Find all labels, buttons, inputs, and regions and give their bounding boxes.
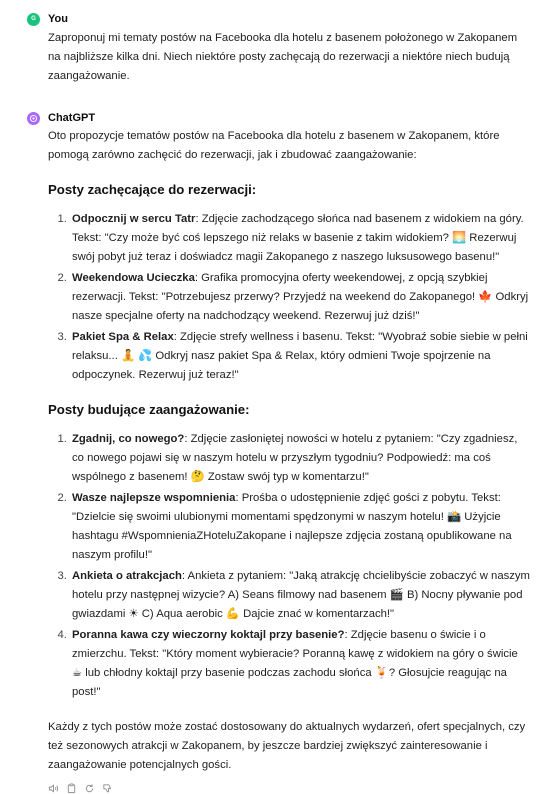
read-aloud-icon[interactable] [48, 783, 59, 794]
user-avatar [27, 13, 40, 26]
list-item [70, 328, 530, 385]
item-text: : Zdjęcie strefy wellness i basenu. Tekst: "Wyobraź sobie siebie w pełni relaksu... 🧘 💦 Odkryj nasz pakiet Spa & Relax, który odmieni Twoje spojrzenie na odpoczynek. Rezerwuj już teraz!" [72, 331, 528, 381]
item-title: Pakiet Spa & Relax [72, 331, 174, 343]
item-title: Ankieta o atrakcjach [72, 570, 182, 582]
item-title: Zgadnij, co nowego? [72, 433, 185, 445]
assistant-message-header [27, 110, 530, 126]
item-text: : Ankieta z pytaniem: "Jaką atrakcję chcielibyście zobaczyć w naszym hotelu przy następnej wizycie? A) Seans filmowy nad basenem 🎬 B) Nocny pływanie pod gwiazdami ☀ C) Aqua aerobic 💪 Dajcie znać w komentarzach!" [72, 570, 530, 620]
user-message-header [27, 11, 530, 27]
item-text: : Zdjęcie basenu o świcie i o zmierzchu. Tekst: "Który moment wybieracie? Poranną kawę z widokiem na góry o świcie ☕ lub chłodny koktajl przy basenie podczas zachodu słońca 🍹? Głosujcie reagując na post!" [72, 629, 518, 698]
list-item [70, 210, 530, 267]
item-text: : Zdjęcie zasłoniętej nowości w hotelu z pytaniem: "Czy zgadniesz, co nowego pojawi się w naszym hotelu w przyszłym tygodniu? Podpowiedź: ma coś wspólnego z basenem! 🤔 Zostaw swój typ w komentarzu!" [72, 433, 518, 483]
user-name: You [48, 12, 68, 25]
assistant-avatar [27, 112, 40, 125]
item-title: Odpocznij w sercu Tatr [72, 213, 196, 225]
copy-icon[interactable] [66, 783, 77, 794]
regenerate-icon[interactable] [84, 783, 95, 794]
user-message [25, 11, 530, 86]
item-text: : Grafika promocyjna oferty weekendowej, z opcją szybkiej rezerwacji. Tekst: "Potrzebujesz przerwy? Przyjedź na weekend do Zakopanego! 🍁 Odkryj nasze specjalne oferty na nadchodzący weekend. Rezerwuj już dziś!" [72, 272, 529, 322]
engagement-posts-list [48, 430, 530, 702]
list-item [70, 626, 530, 702]
openai-logo-icon [29, 114, 38, 123]
user-avatar-initials: G [31, 15, 36, 22]
section-heading-booking: Posty zachęcające do rezerwacji: [48, 182, 257, 197]
item-title: Wasze najlepsze wspomnienia [72, 492, 236, 504]
section-heading-engagement: Posty budujące zaangażowanie: [48, 402, 250, 417]
item-text: : Zdjęcie zachodzącego słońca nad basenem z widokiem na góry. Tekst: "Czy może być coś lepszego niż relaks w basenie z takim widokiem? 🌅 Rezerwuj swój pobyt już teraz i doświadcz magii Zakopanego z naszego luksusowego basenu!" [72, 213, 524, 263]
assistant-intro: Oto propozycje tematów postów na Facebooka dla hotelu z basenem w Zakopanem, które pomogą zarówno zachęcić do rezerwacji, jak i zbudować zaangażowanie: [48, 130, 500, 161]
item-text: : Prośba o udostępnienie zdjęć gości z pobytu. Tekst: "Dzielcie się swoimi ulubionymi momentami spędzonymi w naszym hotelu! 📸 Użyjcie hashtagu #WspomnieniaZHoteluZakopane i najlepsze zdjęcia zostaną opublikowane na naszym profilu!" [72, 492, 512, 561]
item-title: Poranna kawa czy wieczorny koktajl przy basenie? [72, 629, 345, 641]
list-item [70, 567, 530, 624]
list-item [70, 269, 530, 326]
list-item [70, 489, 530, 565]
booking-posts-list [48, 210, 530, 385]
message-actions [48, 783, 530, 794]
assistant-closing: Każdy z tych postów może zostać dostosowany do aktualnych wydarzeń, ofert specjalnych, czy też sezonowych atrakcji w Zakopanem, by jeszcze bardziej zwiększyć zainteresowanie i zaangażowanie potencjalnych gości. [48, 721, 526, 771]
thumbs-down-icon[interactable] [102, 783, 113, 794]
item-title: Weekendowa Ucieczka [72, 272, 195, 284]
assistant-message [25, 110, 530, 794]
assistant-message-body [48, 127, 530, 794]
list-item [70, 430, 530, 487]
user-message-text: Zaproponuj mi tematy postów na Facebooka dla hotelu z basenem położonego w Zakopanem na najbliższe kilka dni. Niech niektóre posty zachęcają do rezerwacji a niektóre niech budują zaangażowanie. [48, 32, 518, 82]
assistant-name: ChatGPT [48, 111, 96, 124]
